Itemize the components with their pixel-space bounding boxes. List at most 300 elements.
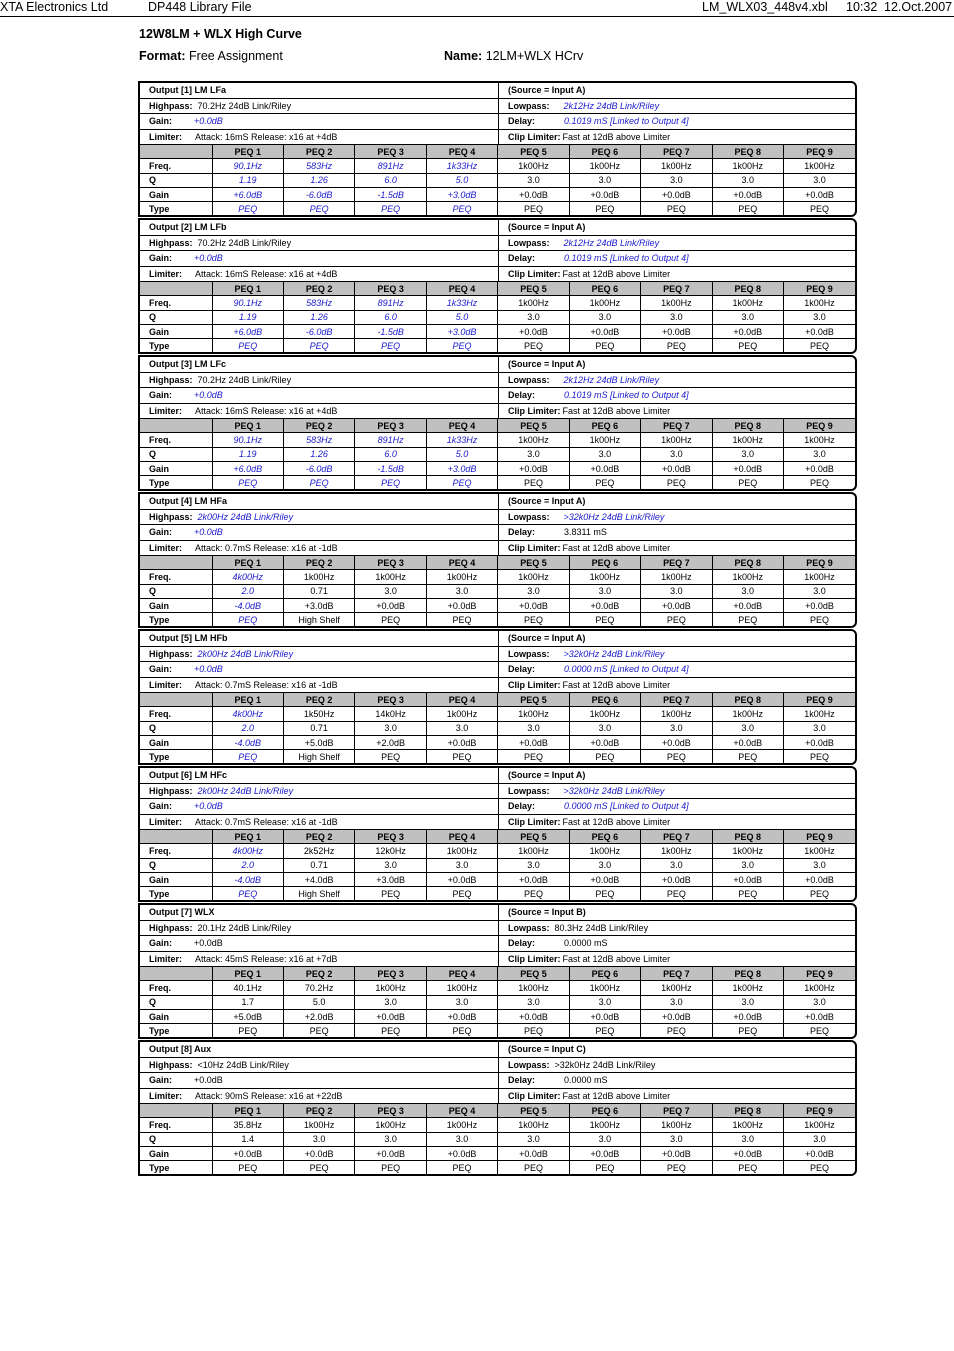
- peq-cell: 1k00Hz: [712, 844, 783, 858]
- peq-cell: 3.0: [355, 584, 426, 598]
- peq-table: [140, 145, 855, 215]
- peq-cell: +0.0dB: [784, 461, 856, 475]
- peq-cell: +0.0dB: [355, 1009, 426, 1023]
- lowpass-label: Lowpass:: [508, 100, 550, 111]
- peq-cell: 5.0: [426, 173, 497, 187]
- lowpass-value: 2k12Hz 24dB Link/Riley: [563, 374, 660, 385]
- peq-table-wrap: [140, 556, 855, 626]
- filter-row: [140, 373, 855, 389]
- peq-cell: PEQ: [641, 1024, 712, 1038]
- limiter-value: Attack: 0.7mS Release: x16 at -1dB: [195, 542, 338, 553]
- peq-cell: 40.1Hz: [212, 981, 283, 995]
- peq-row-label: Q: [140, 858, 212, 872]
- peq-cell: 1k00Hz: [498, 433, 569, 447]
- peq-cell: 3.0: [712, 173, 783, 187]
- peq-cell: PEQ: [569, 476, 640, 490]
- peq-cell: PEQ: [212, 1161, 283, 1175]
- peq-cell: PEQ: [569, 1161, 640, 1175]
- peq-row-label: Gain: [140, 1009, 212, 1023]
- peq-cell: PEQ: [212, 339, 283, 353]
- peq-cell: 1k00Hz: [784, 707, 856, 721]
- limiter-value: Attack: 16mS Release: x16 at +4dB: [195, 268, 338, 279]
- peq-table-wrap: [140, 830, 855, 900]
- peq-cell: +0.0dB: [498, 324, 569, 338]
- peq-header: PEQ 9: [784, 693, 856, 707]
- q-row: [140, 995, 855, 1009]
- peq-cell: 1k00Hz: [355, 1118, 426, 1132]
- peq-header: PEQ 9: [784, 282, 856, 296]
- peq-header: PEQ 8: [712, 967, 783, 981]
- peq-header: PEQ 4: [426, 419, 497, 433]
- peq-header: PEQ 8: [712, 556, 783, 570]
- peq-cell: 3.0: [641, 1132, 712, 1146]
- peq-cell: +6.0dB: [212, 461, 283, 475]
- peq-header: PEQ 9: [784, 145, 856, 159]
- peq-header: PEQ 1: [212, 693, 283, 707]
- delay-value: 0.1019 mS [Linked to Output 4]: [564, 390, 689, 401]
- company-name: XTA Electronics Ltd: [0, 0, 109, 14]
- peq-cell: 1k00Hz: [712, 981, 783, 995]
- peq-cell: PEQ: [569, 202, 640, 216]
- peq-cell: PEQ: [426, 750, 497, 764]
- filter-row: [140, 99, 855, 115]
- output-title: Output [3] LM LFc: [149, 359, 226, 370]
- peq-cell: 3.0: [712, 310, 783, 324]
- delay-value: 0.0000 mS: [564, 938, 608, 949]
- peq-cell: 3.0: [641, 173, 712, 187]
- output-title-row: [140, 631, 855, 647]
- peq-row-label: Type: [140, 476, 212, 490]
- peq-cell: 3.0: [641, 721, 712, 735]
- lowpass-label: Lowpass:: [508, 1059, 550, 1070]
- peq-header-row: [140, 419, 855, 433]
- peq-row-label: Gain: [140, 324, 212, 338]
- peq-cell: 1k00Hz: [641, 433, 712, 447]
- peq-cell: PEQ: [809, 1025, 829, 1036]
- freq-row: [140, 844, 855, 858]
- peq-cell: 1.4: [212, 1132, 283, 1146]
- peq-row-label: Type: [140, 339, 212, 353]
- file-name: LM_WLX03_448v4.xbl: [702, 0, 828, 14]
- peq-cell: PEQ: [641, 750, 712, 764]
- peq-cell: 3.0: [784, 858, 856, 872]
- peq-cell: 1k00Hz: [569, 707, 640, 721]
- freq-row: [140, 433, 855, 447]
- peq-cell: 3.0: [569, 721, 640, 735]
- peq-cell: +0.0dB: [712, 461, 783, 475]
- lowpass-value: 80.3Hz 24dB Link/Riley: [554, 922, 649, 933]
- lowpass-value: >32k0Hz 24dB Link/Riley: [554, 1059, 656, 1070]
- peq-cell: PEQ: [569, 339, 640, 353]
- peq-cell: 1k00Hz: [426, 1118, 497, 1132]
- type-row: [140, 613, 855, 627]
- peq-cell: PEQ: [569, 750, 640, 764]
- gain-row: [140, 461, 855, 475]
- peq-cell: +0.0dB: [784, 187, 856, 201]
- peq-cell: PEQ: [809, 614, 829, 625]
- peq-cell: 0.71: [283, 584, 354, 598]
- peq-cell: PEQ: [498, 339, 569, 353]
- peq-cell: 90.1Hz: [212, 296, 283, 310]
- peq-cell: +0.0dB: [355, 598, 426, 612]
- peq-cell: PEQ: [498, 750, 569, 764]
- peq-header: PEQ 1: [212, 1104, 283, 1118]
- peq-cell: PEQ: [426, 339, 497, 353]
- peq-cell: -6.0dB: [283, 187, 354, 201]
- peq-cell: PEQ: [712, 887, 783, 901]
- peq-cell: 3.0: [498, 858, 569, 872]
- peq-cell: PEQ: [569, 613, 640, 627]
- peq-cell: 4k00Hz: [212, 844, 283, 858]
- highpass-value: 2k00Hz 24dB Link/Riley: [197, 648, 294, 659]
- peq-cell: 3.0: [569, 173, 640, 187]
- peq-header: PEQ 5: [498, 693, 569, 707]
- peq-cell: 3.0: [641, 310, 712, 324]
- peq-row-label: Freq.: [140, 981, 212, 995]
- gain-delay-row: [140, 799, 855, 815]
- peq-cell: PEQ: [569, 887, 640, 901]
- peq-header-row: [140, 1104, 855, 1118]
- gain-row: [140, 1146, 855, 1160]
- peq-cell: 2.0: [212, 584, 283, 598]
- peq-cell: PEQ: [809, 751, 829, 762]
- peq-cell: 1k00Hz: [426, 981, 497, 995]
- peq-cell: High Shelf: [283, 613, 354, 627]
- peq-cell: 1k00Hz: [712, 296, 783, 310]
- filter-row: [140, 1058, 855, 1074]
- peq-header: PEQ 1: [212, 145, 283, 159]
- peq-cell: 1.7: [212, 995, 283, 1009]
- peq-cell: PEQ: [212, 476, 283, 490]
- gain-value: +0.0dB: [194, 664, 223, 675]
- peq-row-label: Freq.: [140, 570, 212, 584]
- highpass-label: Highpass:: [149, 511, 193, 522]
- peq-cell: +0.0dB: [569, 1009, 640, 1023]
- gain-row: [140, 598, 855, 612]
- limiter-label: Limiter:: [149, 131, 183, 142]
- peq-header: PEQ 6: [569, 282, 640, 296]
- peq-cell: +0.0dB: [641, 324, 712, 338]
- highpass-label: Highpass:: [149, 100, 193, 111]
- peq-header: PEQ 8: [712, 830, 783, 844]
- peq-cell: 3.0: [641, 584, 712, 598]
- document-title: 12W8LM + WLX High Curve: [139, 27, 302, 41]
- peq-cell: PEQ: [212, 1024, 283, 1038]
- peq-row-label: Type: [140, 1024, 212, 1038]
- output-section: [138, 766, 857, 902]
- clip-limiter-value: Fast at 12dB above Limiter: [562, 268, 671, 279]
- peq-cell: 3.0: [498, 584, 569, 598]
- peq-table: [140, 693, 855, 763]
- highpass-value: <10Hz 24dB Link/Riley: [197, 1059, 289, 1070]
- peq-cell: 1.26: [283, 173, 354, 187]
- peq-cell: +0.0dB: [784, 324, 856, 338]
- peq-cell: 1k00Hz: [784, 570, 856, 584]
- peq-cell: 1k00Hz: [784, 296, 856, 310]
- peq-cell: 3.0: [283, 1132, 354, 1146]
- peq-cell: +0.0dB: [712, 735, 783, 749]
- peq-cell: +0.0dB: [283, 1146, 354, 1160]
- peq-cell: PEQ: [809, 340, 829, 351]
- peq-cell: 3.0: [355, 995, 426, 1009]
- limiter-row: [140, 815, 855, 831]
- peq-cell: 3.0: [569, 310, 640, 324]
- peq-corner-cell: [140, 145, 212, 159]
- peq-cell: 3.0: [498, 721, 569, 735]
- peq-cell: PEQ: [712, 1161, 783, 1175]
- peq-cell: 1k00Hz: [641, 1118, 712, 1132]
- peq-cell: +0.0dB: [569, 461, 640, 475]
- gain-value: +0.0dB: [194, 390, 223, 401]
- peq-header: PEQ 4: [426, 967, 497, 981]
- peq-header: PEQ 5: [498, 282, 569, 296]
- peq-cell: PEQ: [355, 887, 426, 901]
- limiter-value: Attack: 0.7mS Release: x16 at -1dB: [195, 679, 338, 690]
- peq-cell: 3.0: [498, 310, 569, 324]
- peq-cell: +0.0dB: [712, 187, 783, 201]
- delay-value: 0.0000 mS [Linked to Output 4]: [564, 801, 689, 812]
- peq-cell: 3.0: [426, 858, 497, 872]
- peq-cell: 0.71: [283, 858, 354, 872]
- peq-header: PEQ 4: [426, 282, 497, 296]
- peq-corner-cell: [140, 830, 212, 844]
- peq-header: PEQ 3: [355, 556, 426, 570]
- peq-cell: 3.0: [712, 721, 783, 735]
- output-title-row: [140, 494, 855, 510]
- peq-cell: 1k00Hz: [569, 570, 640, 584]
- peq-cell: +0.0dB: [641, 1009, 712, 1023]
- peq-cell: 1k00Hz: [498, 159, 569, 173]
- peq-cell: 1k00Hz: [283, 1118, 354, 1132]
- peq-header: PEQ 5: [498, 145, 569, 159]
- peq-row-label: Q: [140, 173, 212, 187]
- q-row: [140, 584, 855, 598]
- highpass-label: Highpass:: [149, 648, 193, 659]
- output-source: (Source = Input A): [508, 359, 586, 370]
- peq-header: PEQ 2: [283, 1104, 354, 1118]
- peq-cell: PEQ: [498, 887, 569, 901]
- format-value: Free Assignment: [189, 49, 283, 63]
- output-title: Output [6] LM HFc: [149, 770, 227, 781]
- peq-header: PEQ 7: [641, 145, 712, 159]
- peq-cell: 583Hz: [283, 296, 354, 310]
- lowpass-value: 2k12Hz 24dB Link/Riley: [563, 100, 660, 111]
- peq-cell: -1.5dB: [355, 324, 426, 338]
- output-title-row: [140, 357, 855, 373]
- peq-cell: 1.19: [212, 173, 283, 187]
- peq-cell: 3.0: [569, 995, 640, 1009]
- peq-cell: 1k50Hz: [283, 707, 354, 721]
- peq-header: PEQ 6: [569, 830, 640, 844]
- output-title-row: [140, 905, 855, 921]
- peq-row-label: Type: [140, 613, 212, 627]
- peq-cell: 1k00Hz: [641, 707, 712, 721]
- peq-header: PEQ 7: [641, 830, 712, 844]
- peq-cell: PEQ: [355, 1024, 426, 1038]
- peq-cell: 1k00Hz: [498, 296, 569, 310]
- peq-cell: PEQ: [426, 887, 497, 901]
- peq-row-label: Q: [140, 310, 212, 324]
- peq-cell: PEQ: [283, 476, 354, 490]
- gain-value: +0.0dB: [194, 527, 223, 538]
- output-source: (Source = Input B): [508, 907, 586, 918]
- name-label: Name:: [444, 49, 483, 63]
- peq-cell: 3.0: [426, 1132, 497, 1146]
- peq-cell: 1k00Hz: [784, 844, 856, 858]
- gain-label: Gain:: [149, 664, 173, 675]
- clip-limiter-value: Fast at 12dB above Limiter: [562, 542, 671, 553]
- output-source: (Source = Input C): [508, 1044, 586, 1055]
- gain-delay-row: [140, 251, 855, 267]
- peq-cell: +0.0dB: [784, 598, 856, 612]
- file-date: 12.Oct.2007: [884, 0, 953, 14]
- clip-limiter-label: Clip Limiter:: [508, 953, 561, 964]
- output-title-row: [140, 768, 855, 784]
- freq-row: [140, 159, 855, 173]
- peq-cell: PEQ: [641, 887, 712, 901]
- peq-cell: PEQ: [712, 750, 783, 764]
- peq-row-label: Q: [140, 721, 212, 735]
- peq-cell: PEQ: [355, 613, 426, 627]
- peq-cell: 1k00Hz: [569, 159, 640, 173]
- peq-cell: 1k00Hz: [498, 707, 569, 721]
- freq-row: [140, 707, 855, 721]
- peq-cell: PEQ: [426, 202, 497, 216]
- peq-header: PEQ 3: [355, 830, 426, 844]
- filter-row: [140, 510, 855, 526]
- peq-header: PEQ 6: [569, 556, 640, 570]
- peq-cell: +0.0dB: [641, 735, 712, 749]
- peq-row-label: Gain: [140, 872, 212, 886]
- peq-header: PEQ 7: [641, 693, 712, 707]
- peq-header: PEQ 7: [641, 419, 712, 433]
- peq-header: PEQ 3: [355, 1104, 426, 1118]
- peq-cell: 891Hz: [355, 433, 426, 447]
- gain-label: Gain:: [149, 253, 173, 264]
- highpass-value: 20.1Hz 24dB Link/Riley: [197, 922, 292, 933]
- peq-cell: PEQ: [498, 1161, 569, 1175]
- name-value: 12LM+WLX HCrv: [485, 49, 584, 63]
- filter-row: [140, 921, 855, 937]
- peq-cell: +0.0dB: [569, 598, 640, 612]
- peq-table-wrap: [140, 282, 855, 352]
- peq-cell: 90.1Hz: [212, 433, 283, 447]
- peq-cell: 3.0: [641, 858, 712, 872]
- peq-cell: PEQ: [212, 750, 283, 764]
- peq-cell: PEQ: [641, 202, 712, 216]
- output-section: [138, 492, 857, 628]
- peq-cell: PEQ: [809, 888, 829, 899]
- peq-cell: 1k00Hz: [784, 1118, 856, 1132]
- peq-cell: 3.0: [426, 584, 497, 598]
- peq-cell: 1.26: [283, 310, 354, 324]
- peq-cell: 3.0: [569, 584, 640, 598]
- limiter-row: [140, 952, 855, 968]
- peq-cell: +2.0dB: [283, 1009, 354, 1023]
- peq-header: PEQ 6: [569, 693, 640, 707]
- lowpass-label: Lowpass:: [508, 511, 550, 522]
- peq-cell: +0.0dB: [784, 1009, 856, 1023]
- peq-corner-cell: [140, 1104, 212, 1118]
- peq-row-label: Gain: [140, 187, 212, 201]
- peq-header: PEQ 5: [498, 1104, 569, 1118]
- gain-label: Gain:: [149, 390, 173, 401]
- highpass-value: 70.2Hz 24dB Link/Riley: [197, 237, 292, 248]
- peq-table-wrap: [140, 1104, 855, 1174]
- peq-cell: 3.0: [784, 584, 856, 598]
- peq-header: PEQ 3: [355, 967, 426, 981]
- peq-row-label: Type: [140, 887, 212, 901]
- peq-cell: +0.0dB: [569, 187, 640, 201]
- gain-delay-row: [140, 1073, 855, 1089]
- peq-cell: 1k00Hz: [641, 570, 712, 584]
- gain-label: Gain:: [149, 1075, 173, 1086]
- q-row: [140, 310, 855, 324]
- delay-label: Delay:: [508, 664, 536, 675]
- peq-cell: 1k00Hz: [712, 707, 783, 721]
- output-title-row: [140, 1042, 855, 1058]
- peq-row-label: Freq.: [140, 707, 212, 721]
- filter-row: [140, 784, 855, 800]
- lowpass-label: Lowpass:: [508, 374, 550, 385]
- limiter-value: Attack: 90mS Release: x16 at +22dB: [195, 1090, 343, 1101]
- peq-cell: 1k00Hz: [641, 296, 712, 310]
- peq-header: PEQ 4: [426, 830, 497, 844]
- peq-cell: 3.0: [784, 310, 856, 324]
- peq-cell: +6.0dB: [212, 324, 283, 338]
- peq-cell: PEQ: [712, 613, 783, 627]
- gain-label: Gain:: [149, 116, 173, 127]
- peq-cell: 1k00Hz: [569, 981, 640, 995]
- peq-header: PEQ 4: [426, 693, 497, 707]
- peq-cell: PEQ: [641, 613, 712, 627]
- peq-cell: PEQ: [641, 339, 712, 353]
- peq-cell: PEQ: [355, 202, 426, 216]
- peq-cell: +0.0dB: [641, 187, 712, 201]
- delay-value: 3.8311 mS: [564, 527, 607, 538]
- peq-cell: +0.0dB: [426, 1146, 497, 1160]
- peq-cell: PEQ: [212, 887, 283, 901]
- lowpass-label: Lowpass:: [508, 922, 550, 933]
- type-row: [140, 750, 855, 764]
- limiter-row: [140, 678, 855, 694]
- peq-cell: 3.0: [784, 995, 856, 1009]
- lowpass-value: >32k0Hz 24dB Link/Riley: [563, 648, 665, 659]
- clip-limiter-label: Clip Limiter:: [508, 405, 561, 416]
- type-row: [140, 476, 855, 490]
- peq-row-label: Type: [140, 750, 212, 764]
- peq-header: PEQ 8: [712, 282, 783, 296]
- type-row: [140, 1161, 855, 1175]
- peq-cell: +3.0dB: [355, 872, 426, 886]
- peq-cell: 3.0: [498, 173, 569, 187]
- peq-cell: -4.0dB: [212, 872, 283, 886]
- peq-table: [140, 556, 855, 626]
- output-source: (Source = Input A): [508, 222, 586, 233]
- peq-row-label: Freq.: [140, 159, 212, 173]
- peq-cell: +3.0dB: [426, 187, 497, 201]
- clip-limiter-label: Clip Limiter:: [508, 268, 561, 279]
- highpass-label: Highpass:: [149, 374, 193, 385]
- peq-cell: -6.0dB: [283, 324, 354, 338]
- peq-cell: +0.0dB: [712, 1146, 783, 1160]
- peq-cell: 1k33Hz: [426, 296, 497, 310]
- delay-label: Delay:: [508, 253, 536, 264]
- peq-header: PEQ 8: [712, 693, 783, 707]
- peq-cell: 0.71: [283, 721, 354, 735]
- peq-cell: +0.0dB: [641, 461, 712, 475]
- peq-header: PEQ 9: [784, 967, 856, 981]
